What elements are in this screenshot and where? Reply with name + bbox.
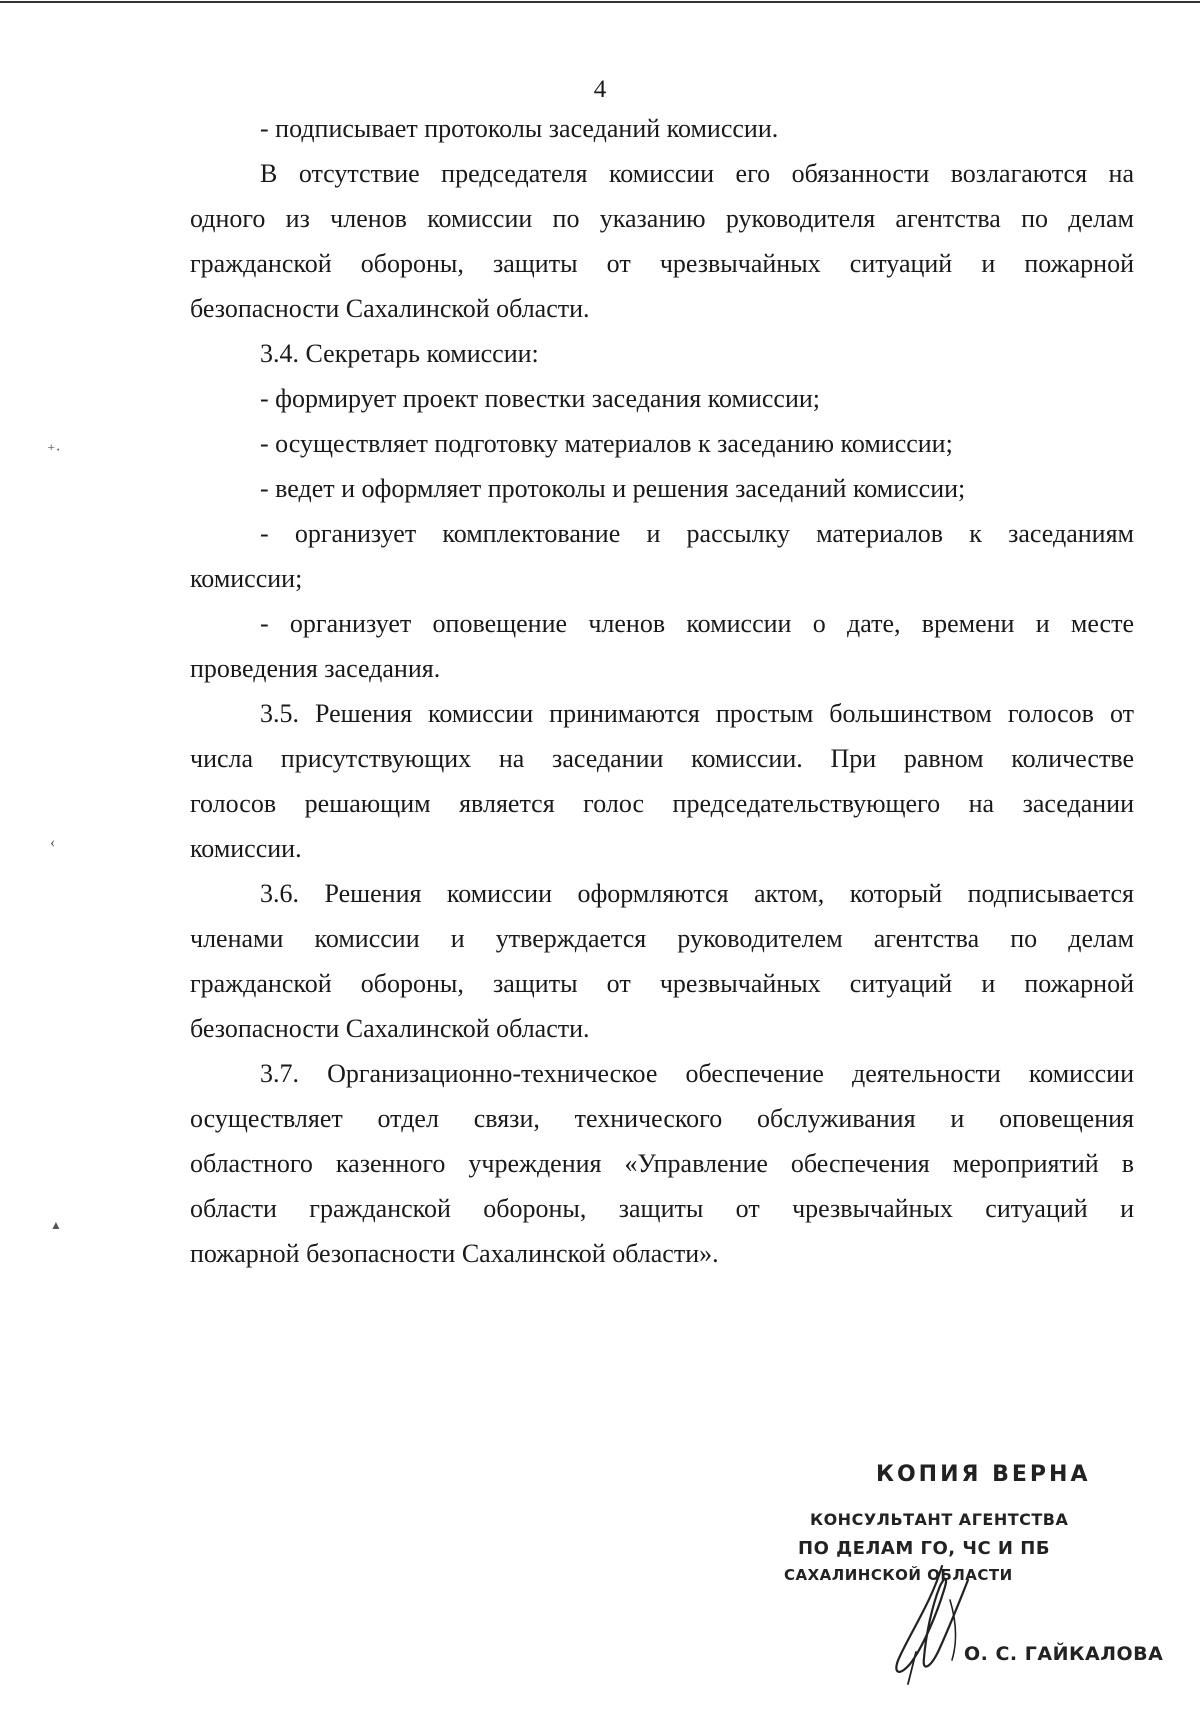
text-line-10: - организует комплектование и рассылку материалов к заседаниям <box>260 519 1134 548</box>
text-line-8: - осуществляет подготовку материалов к заседанию комиссии; <box>260 429 953 458</box>
stamp-agency-line: ПО ДЕЛАМ ГО, ЧС И ПБ <box>798 1538 1051 1559</box>
text-line-14: 3.5. Решения комиссии принимаются простым большинством голосов от <box>260 699 1134 728</box>
text-line-24: областного казенного учреждения «Управление обеспечения мероприятий в <box>190 1149 1134 1178</box>
text-line-16: голосов решающим является голос председательствующего на заседании <box>190 789 1134 818</box>
signer-name: О. С. ГАЙКАЛОВА <box>964 1643 1164 1665</box>
top-border-line <box>0 1 1200 3</box>
text-line-20: гражданской обороны, защиты от чрезвычайных ситуаций и пожарной <box>190 969 1134 998</box>
text-line-13: проведения заседания. <box>190 654 441 683</box>
text-line-11: комиссии; <box>190 564 303 593</box>
text-line-17: комиссии. <box>190 834 302 863</box>
text-line-21: безопасности Сахалинской области. <box>190 1014 590 1043</box>
stamp-position-line: КОНСУЛЬТАНТ АГЕНТСТВА <box>810 1510 1069 1529</box>
text-line-25: области гражданской обороны, защиты от чрезвычайных ситуаций и <box>190 1194 1134 1223</box>
text-line-26: пожарной безопасности Сахалинской области». <box>190 1239 719 1268</box>
scan-speck: ⁺· <box>47 442 61 459</box>
text-line-23: осуществляет отдел связи, технического обслуживания и оповещения <box>190 1104 1134 1133</box>
text-line-6: 3.4. Секретарь комиссии: <box>260 339 539 368</box>
stamp-region-line: САХАЛИНСКОЙ ОБЛАСТИ <box>784 1566 1013 1584</box>
text-line-19: членами комиссии и утверждается руководителем агентства по делам <box>190 924 1134 953</box>
certification-stamp <box>780 1448 1164 1688</box>
text-line-9: - ведет и оформляет протоколы и решения заседаний комиссии; <box>260 474 966 503</box>
text-line-4: гражданской обороны, защиты от чрезвычайных ситуаций и пожарной <box>190 249 1134 278</box>
text-line-18: 3.6. Решения комиссии оформляются актом, который подписывается <box>260 879 1134 908</box>
stamp-copy-label: КОПИЯ ВЕРНА <box>876 1462 1091 1487</box>
text-line-2: В отсутствие председателя комиссии его обязанности возлагаются на <box>260 159 1134 188</box>
text-line-22: 3.7. Организационно-техническое обеспечение деятельности комиссии <box>260 1059 1134 1088</box>
text-line-12: - организует оповещение членов комиссии о дате, времени и месте <box>260 609 1134 638</box>
text-line-1: - подписывает протоколы заседаний комиссии. <box>260 114 779 143</box>
scan-speck: ▲ <box>50 1218 62 1232</box>
page-number: 4 <box>593 76 607 103</box>
text-line-3: одного из членов комиссии по указанию руководителя агентства по делам <box>190 204 1134 233</box>
handwritten-signature <box>872 1560 982 1686</box>
text-line-7: - формирует проект повестки заседания комиссии; <box>260 384 821 413</box>
scan-speck: ‹ <box>50 834 56 851</box>
text-line-15: числа присутствующих на заседании комиссии. При равном количестве <box>190 744 1134 773</box>
text-line-5: безопасности Сахалинской области. <box>190 294 590 323</box>
